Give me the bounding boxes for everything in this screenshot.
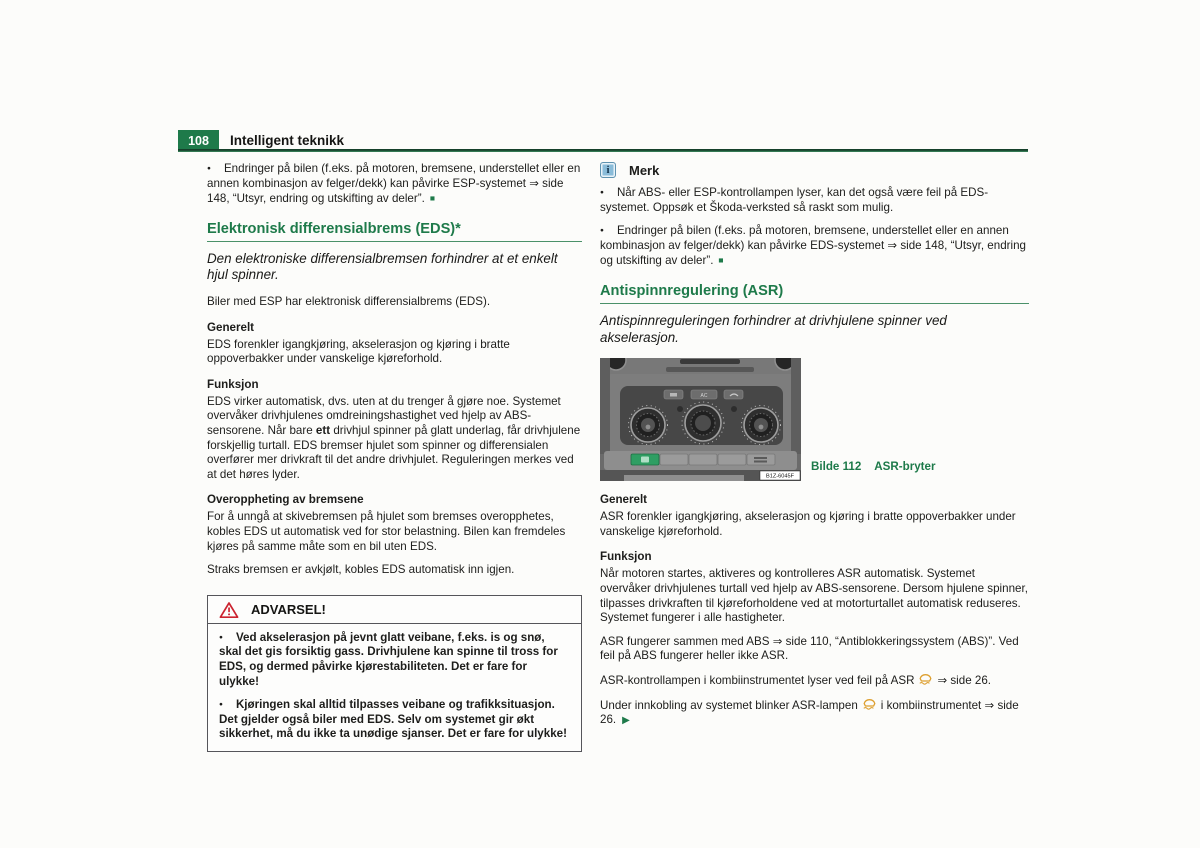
bullet-icon: ● bbox=[219, 633, 223, 641]
eds-overheat-text1: For å unngå at skivebremsen på hjulet som bremses overopphetes, kobles EDS ut automatisk ved for stor belastning. Bilen kan fremdeles kjøres på samme måte som en bil uten EDS. bbox=[207, 510, 566, 553]
figure-caption bbox=[811, 460, 935, 473]
eds-funksjon-bold-word: ett bbox=[315, 423, 331, 437]
eds-funksjon-text bbox=[207, 395, 582, 483]
left-column bbox=[207, 162, 582, 752]
warning-item bbox=[219, 698, 570, 742]
svg-text:AC: AC bbox=[700, 393, 708, 400]
figure-code: B1Z-6045F bbox=[766, 473, 794, 480]
eds-generelt-text: EDS forenkler igangkjøring, akselerasjon og kjøring i bratte oppoverbakker under vanskelige kjøreforhold. bbox=[207, 337, 510, 366]
asr-blink-paragraph bbox=[600, 698, 1029, 729]
section-end-icon: ■ bbox=[718, 255, 724, 266]
warning-title: ADVARSEL! bbox=[251, 602, 326, 618]
esp-note-paragraph bbox=[207, 162, 582, 207]
figure-asr-switch bbox=[600, 358, 1029, 481]
eds-intro: Biler med ESP har elektronisk differensialbrems (EDS). bbox=[207, 294, 491, 308]
eds-overheat-text2: Straks bremsen er avkjølt, kobles EDS automatisk inn igjen. bbox=[207, 563, 515, 577]
asr-lamp-icon bbox=[918, 673, 933, 685]
warning-item bbox=[219, 631, 570, 690]
asr-lead: Antispinnreguleringen forhindrer at drivhjulene spinner ved akselerasjon. bbox=[600, 312, 947, 345]
figure-label: Bilde 112 bbox=[811, 460, 862, 474]
header-rule bbox=[178, 149, 1028, 152]
eds-funksjon-part1: EDS virker automatisk, dvs. uten at du trenger å gjøre noe. Systemet overvåker drivhjulenes omdreiningshastighet ved hjelp av ABS-sensorene. Når bare bbox=[207, 394, 561, 437]
eds-lead: Den elektroniske differensialbremsen forhindrer at et enkelt hjul spinner. bbox=[207, 250, 558, 283]
warning-header bbox=[208, 596, 581, 624]
note-header bbox=[600, 162, 1029, 178]
section-end-icon: ■ bbox=[429, 193, 435, 204]
asr-funksjon-text: Når motoren startes, aktiveres og kontrolleres ASR automatisk. Systemet overvåker drivhjulenes turtall ved hjelp av ABS-sensorene. Dersom hjulene spinner, tilpasses drivkraften til kjøreforholdene ved at motorturtallet automatisk reduseres. Systemet fungerer i alle hastigheter. bbox=[600, 567, 1028, 625]
warning-item-text: Ved akselerasjon på jevnt glatt veibane, f.eks. is og snø, skal det gis forsiktig gass. Drivhjulene kan spinne til tross for EDS, og dermed påvirke kjørestabiliteten. Det er fare for ulykke! bbox=[219, 630, 558, 689]
figure-caption-text: ASR-bryter bbox=[874, 460, 936, 474]
eds-overheat-heading: Overoppheting av bremsene bbox=[207, 493, 364, 507]
right-column bbox=[600, 159, 1029, 738]
warning-body bbox=[208, 624, 581, 752]
heading-asr: Antispinnregulering (ASR) bbox=[600, 283, 1029, 304]
eds-funksjon-part2: drivhjul spinner på glatt underlag, får drivhjulene forskjellig turtall. EDS bremser hjulet som spinner og differensialen overfører mer drivkraft til det andre drivhjulet. Reguleringen merkes ved at det høres lyder. bbox=[207, 423, 581, 481]
note-item-text: Når ABS- eller ESP-kontrollampen lyser, kan det også være feil på EDS-systemet. Oppsøk et Škoda-verksted så raskt som mulig. bbox=[600, 186, 989, 214]
asr-lamp-icon bbox=[862, 698, 877, 710]
warning-item-text: Kjøringen skal alltid tilpasses veibane og trafikksituasjon. Det gjelder også biler med EDS. Selv om systemet gir økt sikkerhet, må du ikke ta unødige sjanser. Det er fare for ulykke! bbox=[219, 697, 567, 741]
asr-lamp-text1: ASR-kontrollampen i kombiinstrumentet lyser ved feil på ASR bbox=[600, 673, 915, 687]
note-item bbox=[600, 224, 1029, 269]
page-number: 108 bbox=[188, 133, 209, 148]
continue-arrow-icon: ▶ bbox=[622, 715, 630, 727]
warning-box bbox=[207, 595, 582, 753]
warning-triangle-icon bbox=[219, 601, 239, 619]
asr-blink-text1: Under innkobling av systemet blinker ASR-lampen bbox=[600, 698, 858, 712]
heading-eds: Elektronisk differensialbrems (EDS)* bbox=[207, 221, 582, 242]
note-title: Merk bbox=[629, 162, 660, 178]
asr-generelt-heading: Generelt bbox=[600, 493, 648, 507]
esp-note-text: Endringer på bilen (f.eks. på motoren, bremsene, understellet eller en annen kombinasjon av felger/dekk) kan påvirke ESP-systemet ⇒ side 148, “Utsyr, endring og utskifting av deler”. bbox=[207, 162, 581, 206]
asr-switch-photo bbox=[600, 358, 801, 481]
asr-abs-text: ASR fungerer sammen med ABS ⇒ side 110, “Antiblokkeringssystem (ABS)”. Ved feil på ABS fungerer heller ikke ASR. bbox=[600, 634, 1019, 663]
asr-blink-text2: i kombiinstrumentet ⇒ side 26. bbox=[600, 698, 1019, 727]
bullet-icon: ● bbox=[600, 227, 604, 235]
info-icon: i bbox=[600, 162, 616, 178]
page-title: Intelligent teknikk bbox=[230, 133, 345, 148]
asr-lamp-text2: ⇒ side 26. bbox=[937, 673, 991, 687]
asr-generelt-text: ASR forenkler igangkjøring, akselerasjon og kjøring i bratte oppoverbakker under vanskelige kjøreforhold. bbox=[600, 510, 1016, 538]
asr-lamp-paragraph bbox=[600, 673, 1029, 689]
eds-generelt-heading: Generelt bbox=[207, 320, 255, 334]
page-number-badge bbox=[178, 130, 219, 151]
note-item bbox=[600, 186, 1029, 215]
eds-funksjon-heading: Funksjon bbox=[207, 377, 259, 391]
bullet-icon: ● bbox=[207, 165, 211, 172]
note-item-text: Endringer på bilen (f.eks. på motoren, bremsene, understellet eller en annen kombinasjon av felger/dekk) kan påvirke EDS-systemet ⇒ side 148, “Utsyr, endring og utskifting av deler”. bbox=[600, 224, 1026, 268]
asr-funksjon-heading: Funksjon bbox=[600, 550, 652, 564]
bullet-icon: ● bbox=[600, 189, 604, 196]
bullet-icon: ● bbox=[219, 700, 223, 708]
